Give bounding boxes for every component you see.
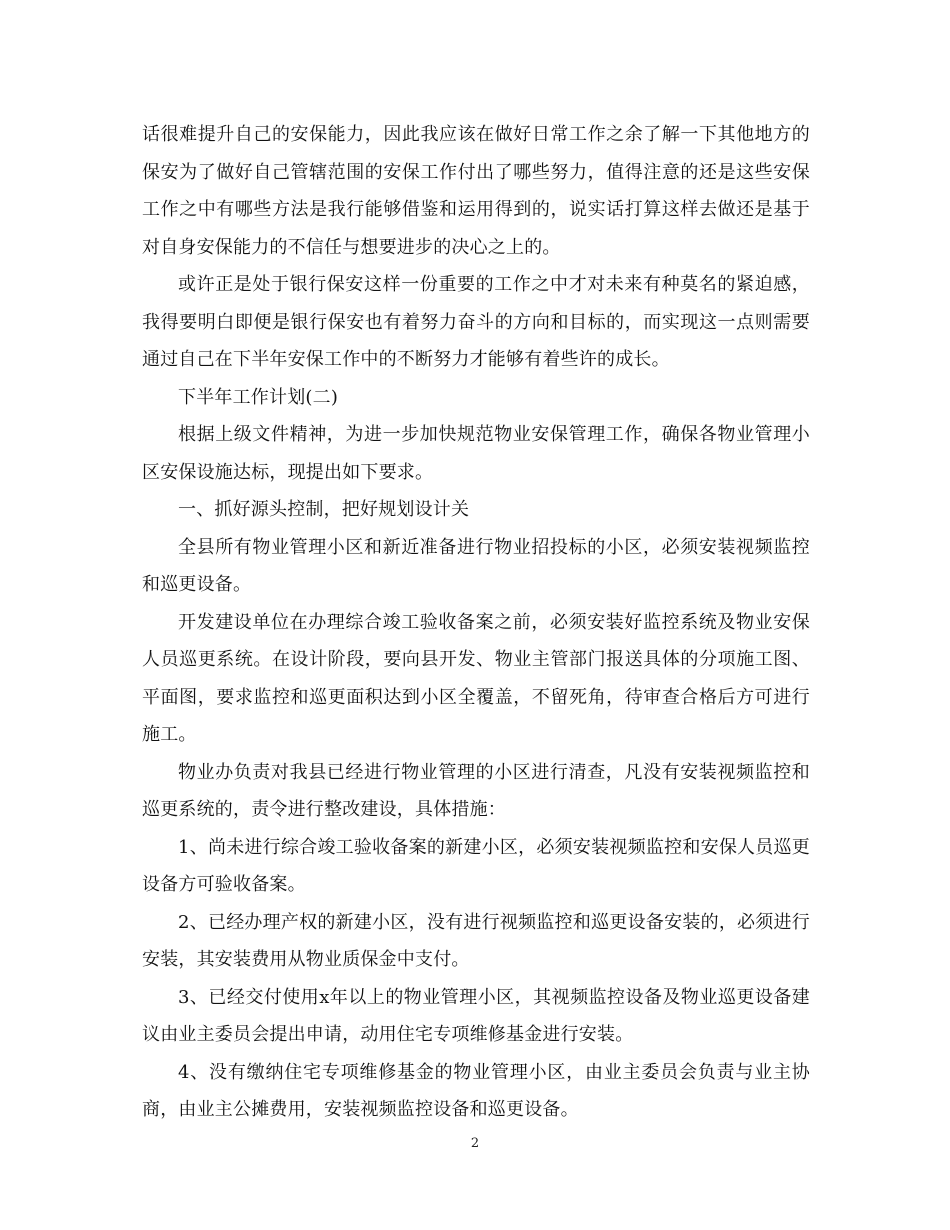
section-heading-plan-two: 下半年工作计划(二) (178, 386, 339, 408)
section-heading-source-control: 一、抓好源头控制，把好规划设计关 (178, 499, 470, 520)
list-item-2: 2、已经办理产权的新建小区，没有进行视频监控和巡更设备安装的，必须进行安装，其安装费用从物业质保金中支付。 (142, 911, 810, 970)
paragraph-intro-requirements: 根据上级文件精神，为进一步加快规范物业安保管理工作，确保各物业管理小区安保设施达标，现提出如下要求。 (142, 424, 810, 483)
page-number: 2 (470, 1136, 480, 1151)
document-body (142, 116, 810, 1129)
paragraph-property-office-check: 物业办负责对我县已经进行物业管理的小区进行清查，凡没有安装视频监控和巡更系统的，责令进行整改建设，具体措施： (142, 761, 810, 820)
list-item-3: 3、已经交付使用x年以上的物业管理小区，其视频监控设备及物业巡更设备建议由业主委员会提出申请，动用住宅专项维修基金进行安装。 (142, 986, 810, 1045)
paragraph-urgency: 或许正是处于银行保安这样一份重要的工作之中才对未来有种莫名的紧迫感，我得要明白即便是银行保安也有着努力奋斗的方向和目标的，而实现这一点则需要通过自己在下半年安保工作中的不断努力才能够有着些许的成长。 (142, 274, 810, 370)
list-item-1: 1、尚未进行综合竣工验收备案的新建小区，必须安装视频监控和安保人员巡更设备方可验收备案。 (142, 836, 810, 895)
paragraph-developer-requirements: 开发建设单位在办理综合竣工验收备案之前，必须安装好监控系统及物业安保人员巡更系统。在设计阶段，要向县开发、物业主管部门报送具体的分项施工图、平面图，要求监控和巡更面积达到小区全覆盖，不留死角，待审查合格后方可进行施工。 (142, 611, 810, 745)
paragraph-continuation: 话很难提升自己的安保能力，因此我应该在做好日常工作之余了解一下其他地方的保安为了做好自己管辖范围的安保工作付出了哪些努力，值得注意的还是这些安保工作之中有哪些方法是我行能够借鉴和运用得到的，说实话打算这样去做还是基于对自身安保能力的不信任与想要进步的决心之上的。 (142, 124, 810, 258)
list-item-4: 4、没有缴纳住宅专项维修基金的物业管理小区，由业主委员会负责与业主协商，由业主公摊费用，安装视频监控设备和巡更设备。 (142, 1061, 810, 1120)
paragraph-all-communities: 全县所有物业管理小区和新近准备进行物业招投标的小区，必须安装视频监控和巡更设备。 (142, 536, 810, 595)
